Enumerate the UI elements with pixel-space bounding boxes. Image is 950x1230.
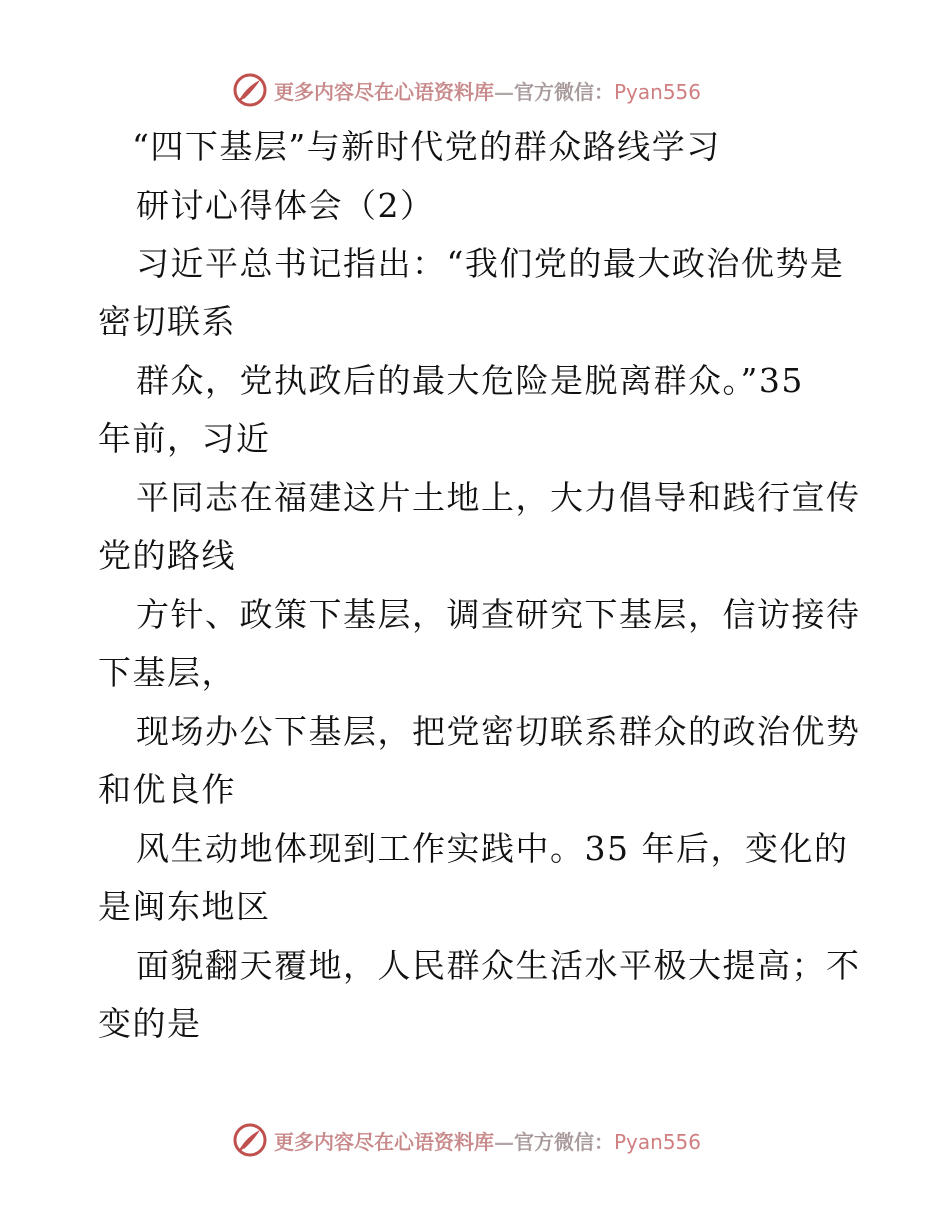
watermark-wechat-id: Pyan556 <box>614 1129 702 1154</box>
watermark-label: 官方微信： <box>514 1129 614 1154</box>
paragraph-line: 群众，党执政后的最大危险是脱离群众。”35 <box>136 361 804 400</box>
paragraph-line: 风生动地体现到工作实践中。35 年后，变化的 <box>136 829 849 868</box>
document-subtitle: 研讨心得体会（2） <box>136 186 435 225</box>
watermark-separator: — <box>494 1129 514 1154</box>
paragraph-line: 下基层， <box>98 653 236 692</box>
paragraph-line: 年前，习近 <box>98 419 271 458</box>
paragraph-line: 方针、政策下基层，调查研究下基层，信访接待 <box>136 595 861 634</box>
paragraph-line: 现场办公下基层，把党密切联系群众的政治优势 <box>136 712 861 751</box>
watermark-wechat-id: Pyan556 <box>614 79 702 104</box>
paragraph-line: 面貌翻天覆地，人民群众生活水平极大提高；不 <box>136 946 861 985</box>
paragraph-line: 是闽东地区 <box>98 887 271 926</box>
watermark-separator: — <box>494 79 514 104</box>
watermark-brand: 更多内容尽在心语资料库 <box>274 1129 494 1154</box>
paragraph-line: 和优良作 <box>98 770 236 809</box>
watermark-text <box>274 1126 701 1155</box>
paragraph-line: 变的是 <box>98 1004 202 1043</box>
watermark-label: 官方微信： <box>514 79 614 104</box>
document-title: “四下基层”与新时代党的群众路线学习 <box>132 127 721 166</box>
paragraph-line: 习近平总书记指出：“我们党的最大政治优势是 <box>136 244 845 283</box>
paragraph-line: 党的路线 <box>98 536 236 575</box>
quill-logo-icon <box>232 1122 268 1158</box>
paragraph-line: 密切联系 <box>98 302 236 341</box>
footer-watermark <box>232 1120 752 1160</box>
watermark-brand: 更多内容尽在心语资料库 <box>274 79 494 104</box>
paragraph-line: 平同志在福建这片土地上，大力倡导和践行宣传 <box>136 478 861 517</box>
